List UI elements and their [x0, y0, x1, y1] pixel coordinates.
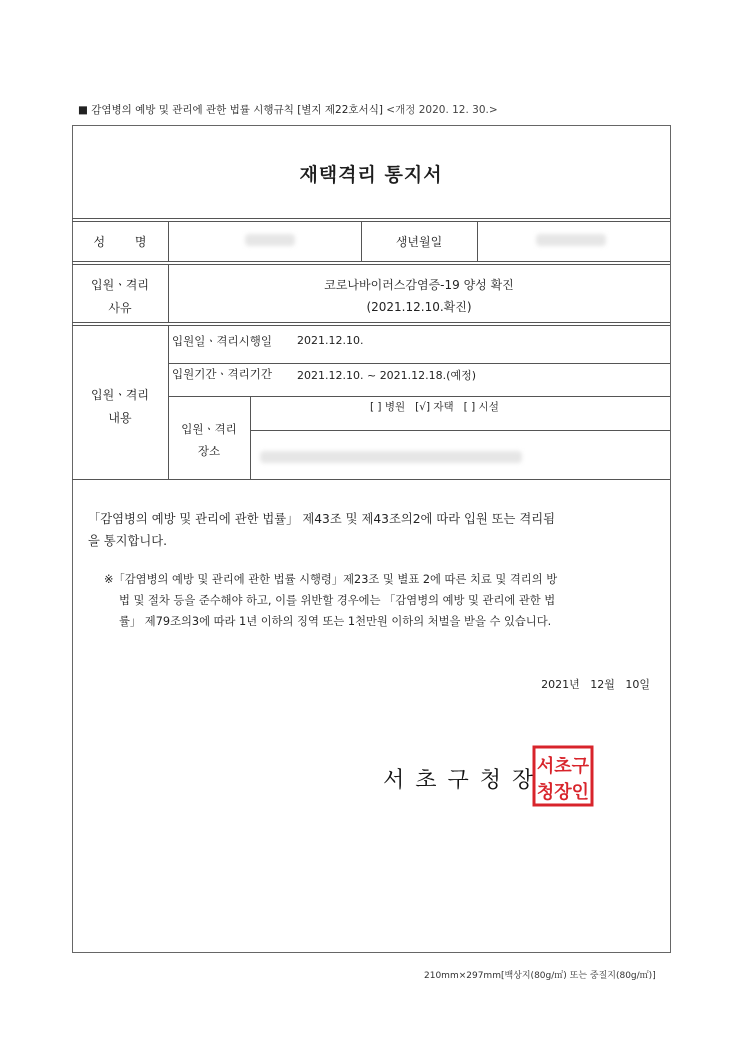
- divider: [72, 264, 670, 265]
- note-line-2: 법 및 절차 등을 준수해야 하고, 이를 위반할 경우에는 「감염병의 예방 및 관리에 관한 법: [119, 594, 556, 607]
- note-line-3: 률」 제79조의3에 따라 1년 이하의 징역 또는 1천만원 이하의 처벌을 받을 수 있습니다.: [119, 615, 552, 628]
- birth-redacted: [536, 234, 606, 246]
- notice-line-1: 「감염병의 예방 및 관리에 관한 법률」 제43조 및 제43조의2에 따라 입원 또는 격리됨: [88, 512, 555, 526]
- details-label-2: 내용: [108, 411, 132, 425]
- divider: [72, 325, 670, 326]
- place-options: [ ] 병원 [√] 자택 [ ] 시설: [370, 401, 499, 413]
- form-ref-text: ■ 감염병의 예방 및 관리에 관한 법률 시행규칙 [별지 제22호서식]: [78, 104, 383, 116]
- official-seal: [532, 745, 594, 807]
- divider: [477, 221, 478, 261]
- paper-spec: 210mm×297mm[백상지(80g/㎡) 또는 중질지(80g/㎡)]: [424, 971, 656, 981]
- issuer-name: 서초구청장: [383, 768, 545, 793]
- birth-label: 생년월일: [395, 235, 443, 249]
- divider: [168, 396, 670, 397]
- reason-label-2: 사유: [108, 301, 132, 315]
- reason-value-1: 코로나바이러스감염증-19 양성 확진: [324, 278, 514, 292]
- form-reference: [78, 102, 498, 117]
- details-label-1: 입원ㆍ격리: [91, 388, 149, 402]
- divider: [72, 261, 670, 262]
- address-redacted: [260, 451, 522, 463]
- divider: [72, 221, 670, 222]
- reason-label-1: 입원ㆍ격리: [91, 278, 149, 292]
- svg-text:청장인: 청장인: [536, 782, 590, 803]
- divider: [250, 396, 251, 479]
- notice-line-2: 을 통지합니다.: [88, 534, 168, 548]
- divider: [250, 430, 670, 431]
- reason-value-2: (2021.12.10.확진): [366, 300, 472, 314]
- start-date-value: 2021.12.10.: [297, 334, 364, 347]
- name-label: 성 명: [93, 235, 147, 249]
- svg-text:서초구: 서초구: [536, 756, 590, 777]
- divider: [72, 479, 670, 480]
- divider: [72, 322, 670, 323]
- divider: [168, 221, 169, 261]
- place-label-2: 장소: [197, 444, 221, 458]
- name-redacted: [245, 234, 295, 246]
- place-label-1: 입원ㆍ격리: [181, 422, 237, 436]
- period-label: 입원기간ㆍ격리기간: [172, 367, 272, 381]
- revision-text: <개정 2020. 12. 30.>: [386, 104, 498, 116]
- period-value: 2021.12.10. ~ 2021.12.18.(예정): [297, 369, 477, 382]
- issue-date: 2021년 12월 10일: [541, 678, 650, 691]
- divider: [72, 218, 670, 219]
- document-title: 재택격리 통지서: [299, 164, 443, 186]
- divider: [168, 363, 670, 364]
- start-date-label: 입원일ㆍ격리시행일: [172, 334, 272, 348]
- note-line-1: ※「감염병의 예방 및 관리에 관한 법률 시행령」제23조 및 별표 2에 따른 치료 및 격리의 방: [104, 573, 558, 586]
